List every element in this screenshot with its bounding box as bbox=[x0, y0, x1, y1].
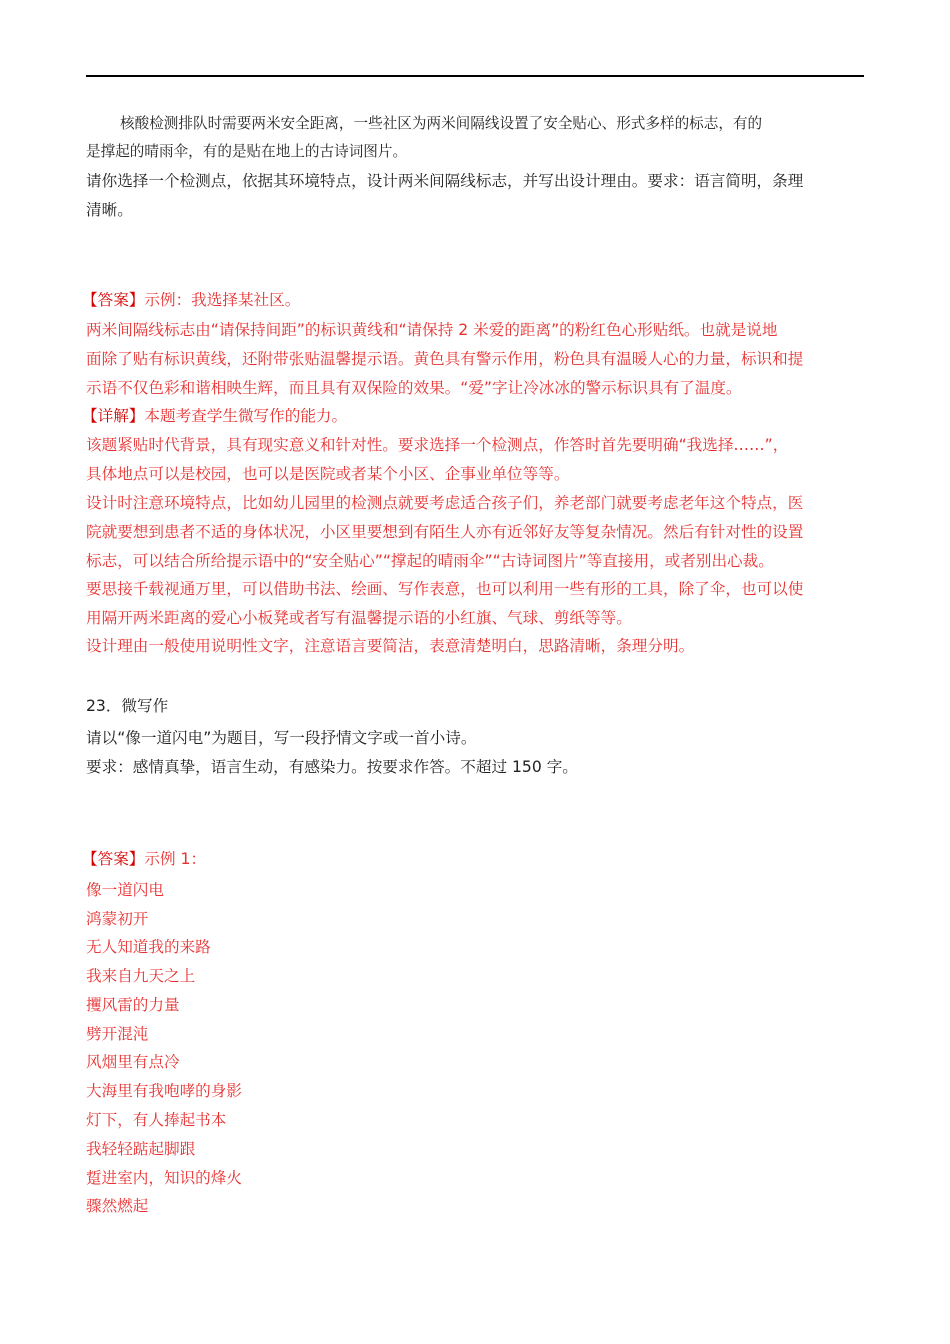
answer-line: 两米间隔线标志由“请保持间距”的标识黄线和“请保持 2 米爱的距离”的粉红色心形贴纸。也就是说地 bbox=[86, 321, 778, 339]
poem-line: 我来自九天之上 bbox=[86, 967, 196, 985]
detail-line: 院就要想到患者不适的身体状况，小区里要想到有陌生人亦有近邻好友等复杂情况。然后有针对性的设置 bbox=[86, 523, 804, 541]
detail-line: 用隔开两米距离的爱心小板凳或者写有温馨提示语的小红旗、气球、剪纸等等。 bbox=[86, 609, 632, 627]
poem-line: 鸿蒙初开 bbox=[86, 910, 149, 928]
answer-heading bbox=[82, 849, 206, 869]
answer-tag: 【答案】 bbox=[82, 291, 145, 309]
detail-line: 要思接千载视通万里，可以借助书法、绘画、写作表意，也可以利用一些有形的工具，除了伞，也可以使 bbox=[86, 580, 804, 598]
answer-intro: 示例 1： bbox=[144, 850, 207, 868]
question-text: 是撑起的晴雨伞，有的是贴在地上的古诗词图片。 bbox=[86, 143, 408, 160]
question-title: 23．微写作 bbox=[86, 697, 169, 715]
answer-line: 示语不仅色彩和谐相映生辉，而且具有双保险的效果。“爱”字让冷冰冰的警示标识具有了温度。 bbox=[86, 379, 742, 397]
answer-tag: 【答案】 bbox=[82, 850, 145, 868]
answer-heading bbox=[82, 290, 300, 310]
question-text: 核酸检测排队时需要两米安全距离，一些社区为两米间隔线设置了安全贴心、形式多样的标志，有的 bbox=[120, 115, 763, 132]
poem-line: 风烟里有点冷 bbox=[86, 1053, 180, 1071]
question-text: 请以“像一道闪电”为题目，写一段抒情文字或一首小诗。 bbox=[86, 729, 477, 747]
poem-line: 灯下，有人捧起书本 bbox=[86, 1111, 227, 1129]
poem-line: 踅进室内，知识的烽火 bbox=[86, 1169, 242, 1187]
answer-line: 面除了贴有标识黄线，还附带张贴温馨提示语。黄色具有警示作用，粉色具有温暖人心的力量，标识和提 bbox=[86, 350, 804, 368]
detail-tag: 【详解】 bbox=[82, 407, 145, 425]
poem-line: 劈开混沌 bbox=[86, 1025, 149, 1043]
poem-line: 大海里有我咆哮的身影 bbox=[86, 1082, 242, 1100]
detail-line: 该题紧贴时代背景，具有现实意义和针对性。要求选择一个检测点，作答时首先要明确“我选择……”， bbox=[86, 436, 789, 454]
answer-intro: 示例：我选择某社区。 bbox=[144, 291, 301, 309]
poem-line: 无人知道我的来路 bbox=[86, 938, 211, 956]
detail-intro: 本题考查学生微写作的能力。 bbox=[144, 407, 348, 425]
poem-line: 攫风雷的力量 bbox=[86, 996, 180, 1014]
detail-line: 设计理由一般使用说明性文字，注意语言要简洁，表意清楚明白，思路清晰，条理分明。 bbox=[86, 637, 695, 655]
detail-line: 设计时注意环境特点，比如幼儿园里的检测点就要考虑适合孩子们，养老部门就要考虑老年这个特点，医 bbox=[86, 494, 804, 512]
poem-line: 我轻轻踮起脚跟 bbox=[86, 1140, 196, 1158]
question-instruction: 请你选择一个检测点，依据其环境特点，设计两米间隔线标志，并写出设计理由。要求：语言简明，条理 bbox=[86, 172, 804, 190]
detail-line: 具体地点可以是校园，也可以是医院或者某个小区、企事业单位等等。 bbox=[86, 465, 570, 483]
question-instruction: 清晰。 bbox=[86, 201, 133, 219]
question-requirement: 要求：感情真挚，语言生动，有感染力。按要求作答。不超过 150 字。 bbox=[86, 758, 578, 776]
detail-line: 标志，可以结合所给提示语中的“安全贴心”“撑起的晴雨伞”“古诗词图片”等直接用，或者别出心裁。 bbox=[86, 552, 774, 570]
poem-line: 骤然燃起 bbox=[86, 1197, 149, 1215]
header-rule bbox=[86, 75, 864, 77]
detail-heading bbox=[82, 406, 347, 426]
poem-line: 像一道闪电 bbox=[86, 881, 164, 899]
